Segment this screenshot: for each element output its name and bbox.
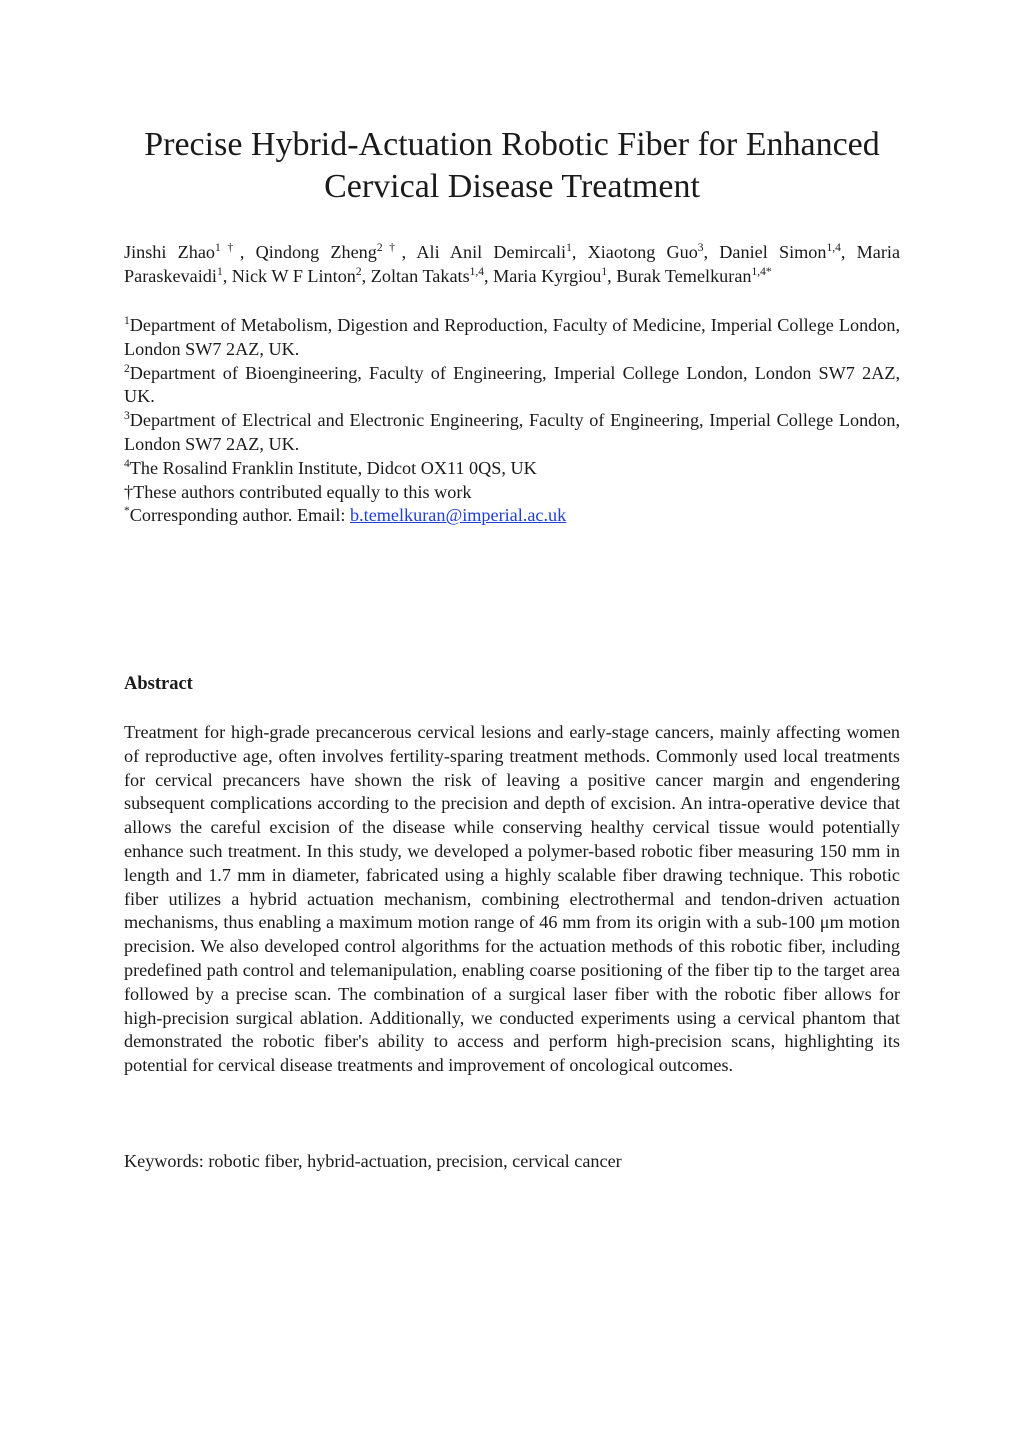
author: Maria Paraskevaidi$^1$, bbox=[124, 242, 901, 286]
author: Burak Temelkuran$^{1,4*}$ bbox=[616, 265, 772, 286]
affiliation: $^3$Department of Electrical and Electronic Engineering, Faculty of Engineering, Imperial College London, London SW7 2AZ, UK. bbox=[124, 410, 900, 454]
author: Qindong Zheng$^{2\dagger}$, bbox=[255, 241, 417, 262]
affiliation: $^4$The Rosalind Franklin Institute, Didcot OX11 0QS, UK bbox=[124, 457, 537, 478]
author: Daniel Simon$^{1,4}$, bbox=[719, 241, 857, 262]
author: Maria Kyrgiou$^1$, bbox=[493, 265, 617, 286]
title-line-1: Precise Hybrid-Actuation Robotic Fiber for Enhanced bbox=[144, 126, 880, 163]
corresponding-author: *Corresponding author. Email: b.temelkuran@imperial.ac.uk bbox=[124, 505, 567, 526]
author: Xiaotong Guo$^3$, bbox=[587, 241, 720, 262]
abstract-body: Treatment for high-grade precancerous cervical lesions and early-stage cancers, mainly affecting women of reproductive age, often involves fertility-sparing treatment methods. Commonly used local treatments for cervical precancers have shown the risk of leaving a positive cancer margin and engendering subsequent complications according to the precision and depth of excision. An intra-operative device that allows the careful excision of the disease while conserving healthy cervical tissue would potentially enhance such treatment. In this study, we developed a polymer-based robotic fiber measuring 150 mm in length and 1.7 mm in diameter, fabricated using a highly scalable fiber drawing technique. This robotic fiber utilizes a hybrid actuation mechanism, combining electrothermal and tendon-driven actuation mechanisms, thus enabling a maximum motion range of 46 mm from its origin with a sub-100 μm motion precision. We also developed control algorithms for the actuation methods of this robotic fiber, including predefined path control and telemanipulation, enabling coarse positioning of the fiber tip to the target area followed by a precise scan. The combination of a surgical laser fiber with the robotic fiber allows for high-precision surgical ablation. Additionally, we conducted experiments using a cervical phantom that demonstrated the robotic fiber's ability to access and perform high-precision scans, highlighting its potential for cervical disease treatments and improvement of oncological outcomes. bbox=[124, 722, 900, 1076]
author: Ali Anil Demircali$^1$, bbox=[416, 241, 588, 262]
equal-contribution-note: †These authors contributed equally to this work bbox=[124, 481, 472, 502]
title-line-2: Cervical Disease Treatment bbox=[324, 168, 700, 205]
paper-title bbox=[100, 124, 924, 208]
author: Zoltan Takats$^{1,4}$, bbox=[370, 265, 494, 286]
email-link[interactable]: b.temelkuran@imperial.ac.uk bbox=[350, 505, 567, 526]
affiliation: $^1$Department of Metabolism, Digestion and Reproduction, Faculty of Medicine, Imperial College London, London SW7 2AZ, UK. bbox=[124, 314, 900, 359]
keywords: Keywords: robotic fiber, hybrid-actuation, precision, cervical cancer bbox=[124, 1151, 622, 1171]
affiliations bbox=[124, 314, 900, 528]
author: Jinshi Zhao$^{1\dagger}$, bbox=[124, 241, 256, 262]
affiliation: $^2$Department of Bioengineering, Faculty of Engineering, Imperial College London, London SW7 2AZ, UK. bbox=[124, 362, 900, 407]
author-list bbox=[124, 241, 900, 289]
abstract-heading: Abstract bbox=[124, 674, 193, 694]
author: Nick W F Linton$^2$, bbox=[231, 265, 371, 286]
